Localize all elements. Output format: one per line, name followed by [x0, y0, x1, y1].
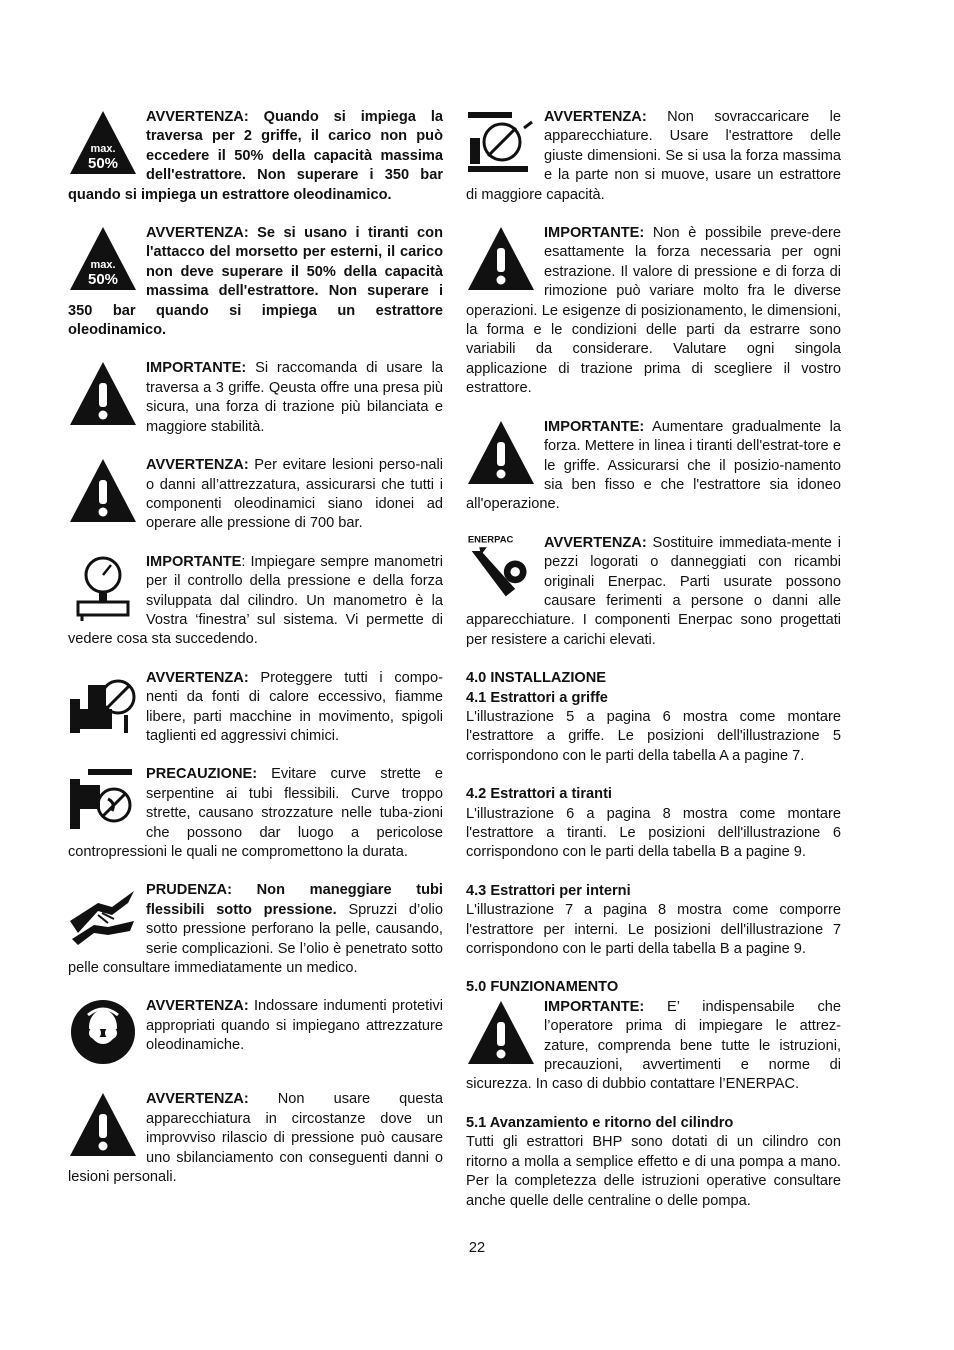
important-block	[466, 224, 841, 399]
block-heading: PRECAUZIONE:	[146, 766, 258, 783]
hose-bend-warning-icon	[68, 765, 138, 835]
installation-section	[466, 669, 841, 959]
block-text: Quando si impiega la traversa per 2 griffe, il carico non può eccedere il 50% della capacità massima dell'estrattore. Non superare i 350 bar quando si impiega un estrattore oleodinamico.	[68, 109, 443, 203]
block-text: Proteggere tutti i compo-nenti da fonti di calore eccessivo, fiamme libere, parti macchine in movimento, spigoli taglienti ed aggressivi chimici.	[146, 669, 443, 744]
important-block	[68, 359, 443, 437]
enerpac-brand-label: ENERPAC	[467, 534, 514, 546]
warning-block	[68, 456, 443, 534]
overload-warning-icon	[466, 108, 536, 178]
hand-oil-spray-icon	[68, 881, 138, 951]
warning-block	[68, 997, 443, 1071]
block-heading: AVVERTENZA:	[146, 998, 249, 1015]
warning-triangle-icon	[68, 1090, 138, 1160]
operation-section	[466, 978, 841, 1210]
section-title: 5.0 FUNZIONAMENTO	[466, 979, 619, 996]
section-title: 4.0 INSTALLAZIONE	[466, 670, 607, 687]
block-text: Spruzzi d’olio sotto pressione perforano la pelle, causando, serie complicazioni. Se l’olio è penetrato sotto pelle consultare immediatamente un medico.	[68, 901, 443, 977]
warning-block	[68, 108, 443, 205]
warning-block	[466, 534, 841, 650]
block-heading: IMPORTANTE:	[544, 998, 645, 1015]
block-heading: IMPORTANTE:	[544, 225, 645, 242]
page-number: 22	[468, 1240, 486, 1256]
warning-block	[68, 669, 443, 747]
block-text: Si raccomanda di usare la traversa a 3 griffe. Qeusta offre una presa più sicura, una forza di trazione più bilanciata e maggiore stabilità.	[146, 360, 443, 435]
subsection-text: Tutti gli estrattori BHP sono dotati di un cilindro con ritorno a molla a semplice effetto e di una pompa a mano. Per la completezza delle istruzioni operative consultare anche quelle delle centraline o delle pompa.	[466, 1134, 841, 1209]
block-heading: IMPORTANTE:	[544, 418, 645, 435]
subsection-title: 4.1 Estrattori a griffe	[466, 689, 608, 706]
svg-text:max.: max.	[90, 143, 116, 155]
warning-triangle-icon	[466, 998, 536, 1068]
heat-source-warning-icon	[68, 669, 138, 739]
subsection-title: 5.1 Avanzamiento e ritorno del cilindro	[466, 1114, 734, 1131]
block-text: Per evitare lesioni perso-nali o danni all’attrezzatura, assicurarsi che tutti i componenti oleodinamici siano idonei ad operare alle pressione di 700 bar.	[146, 457, 443, 532]
block-heading: AVVERTENZA:	[544, 109, 647, 125]
important-block	[466, 418, 841, 515]
block-heading: AVVERTENZA:	[146, 109, 249, 125]
block-text: Evitare curve strette e serpentine ai tubi flessibili. Curve troppo strette, causano strozzature nelle tuba-zioni che possono dar luogo a pericolose contropressioni le quali ne compromettono la durata.	[68, 766, 443, 860]
block-text: E’ indispensabile che l’operatore prima di impiegare le attrez-zature, comprenda bene tutte le istruzioni, precauzioni, avvertimenti e norme di sicurezza. In caso di dubbio contattare l’ENERPAC.	[466, 998, 841, 1093]
warning-block	[68, 224, 443, 340]
max-50-percent-icon	[68, 108, 138, 178]
warning-triangle-icon	[68, 359, 138, 429]
block-text: Sostituire immediata-mente i pezzi logorati o danneggiati con ricambi originali Enerpac. Parti usurate possono causare ferimenti a persone o danni alle apparecchiature. I componenti Enerpac sono progettati per resistere a carichi elevati.	[466, 534, 841, 648]
block-heading: AVVERTENZA:	[146, 457, 249, 474]
warning-triangle-icon	[466, 224, 536, 294]
subsection-title: 4.2 Estrattori a tiranti	[466, 786, 612, 803]
block-heading: AVVERTENZA:	[146, 1091, 249, 1108]
block-heading: AVVERTENZA:	[146, 669, 249, 686]
block-heading: AVVERTENZA:	[146, 225, 249, 242]
caution-block	[68, 765, 443, 862]
block-heading: IMPORTANTE	[146, 553, 242, 570]
block-text: Non usare questa apparecchiatura in circostanze dove un improvviso rilascio di pressione può causare uno sbilanciamento con conseguenti danni o lesioni personali.	[68, 1091, 443, 1186]
block-text: : Impiegare sempre manometri per il controllo della pressione e della forza sviluppata dal cilindro. Un manometro è la Vostra ‘finestra’ sul sistema. Vi permette di vedere cosa sta succedendo.	[68, 553, 443, 648]
subsection-text: L'illustrazione 5 a pagina 6 mostra come montare l'estrattore a griffe. Le posizioni dell'illustrazione 5 corrispondono con le parti della tabella A a pagine 7.	[466, 708, 841, 764]
block-text: Indossare indumenti protetivi appropriati quando si impiegano attrezzature oleodinamiche.	[146, 998, 443, 1054]
important-block	[466, 998, 841, 1095]
warning-block	[68, 1090, 443, 1187]
block-text: Non sovraccaricare le apparecchiature. Usare l'estrattore delle giuste dimensioni. Se si usa la forza massima e la parte non si muove, usare un estrattore di maggiore capacità.	[466, 109, 841, 203]
block-text: Non è possibile preve-dere esattamente la forza necessaria per ogni estrazione. Il valore di pressione e di forza di rimozione può variare molto fra le diverse operazioni. Le esigenze di posizionamento, le dimensioni, la forma e le condizioni delle parti da estrarre sono variabili da considerare. Valutare ogni singola applicazione di trazione prima di scegliere il vostro estrattore.	[466, 225, 841, 397]
right-column	[466, 108, 841, 1230]
block-heading: PRUDENZA: Non maneggiare tubi flessibili sotto pressione.	[146, 882, 443, 918]
svg-text:50%: 50%	[87, 155, 119, 172]
protective-goggles-icon	[68, 997, 138, 1067]
enerpac-wrench-icon	[466, 534, 536, 604]
svg-text:max.: max.	[90, 259, 116, 272]
pressure-gauge-icon	[68, 553, 138, 623]
subsection-title: 4.3 Estrattori per interni	[466, 882, 631, 899]
warning-triangle-icon	[466, 418, 536, 488]
important-block	[68, 553, 443, 650]
warning-triangle-icon	[68, 456, 138, 526]
svg-text:50%: 50%	[87, 271, 119, 289]
max-50-percent-icon	[68, 224, 138, 294]
block-text: Se si usano i tiranti con l'attacco del morsetto per esterni, il carico non deve superare il 50% della capacità massima dell'estrattore. Non superare i 350 bar quando si impiega un estrattore oleodinamico.	[68, 225, 443, 339]
subsection-text: L'illustrazione 6 a pagina 8 mostra come montare l'estrattore a tiranti. Le posizioni dell'illustrazione 6 corrispondono con le parti della tabella B a pagine 9.	[466, 805, 841, 861]
block-heading: AVVERTENZA:	[544, 534, 647, 551]
subsection-text: L'illustrazione 7 a pagina 8 mostra come comporre l'estrattore per interni. Le posizioni dell'illustrazione 7 corrispondono con le parti della tabella B a pagine 9.	[466, 902, 841, 958]
warning-block	[466, 108, 841, 205]
block-text: Aumentare gradualmente la forza. Mettere in linea i tiranti dell'estrat-tore e le griffe. Assicurarsi che il posizio-namento sia ben fisso e che l'estrattore sia idoneo all'operazione.	[466, 418, 841, 513]
caution-block	[68, 881, 443, 978]
left-column	[68, 108, 443, 1206]
block-heading: IMPORTANTE:	[146, 360, 247, 377]
